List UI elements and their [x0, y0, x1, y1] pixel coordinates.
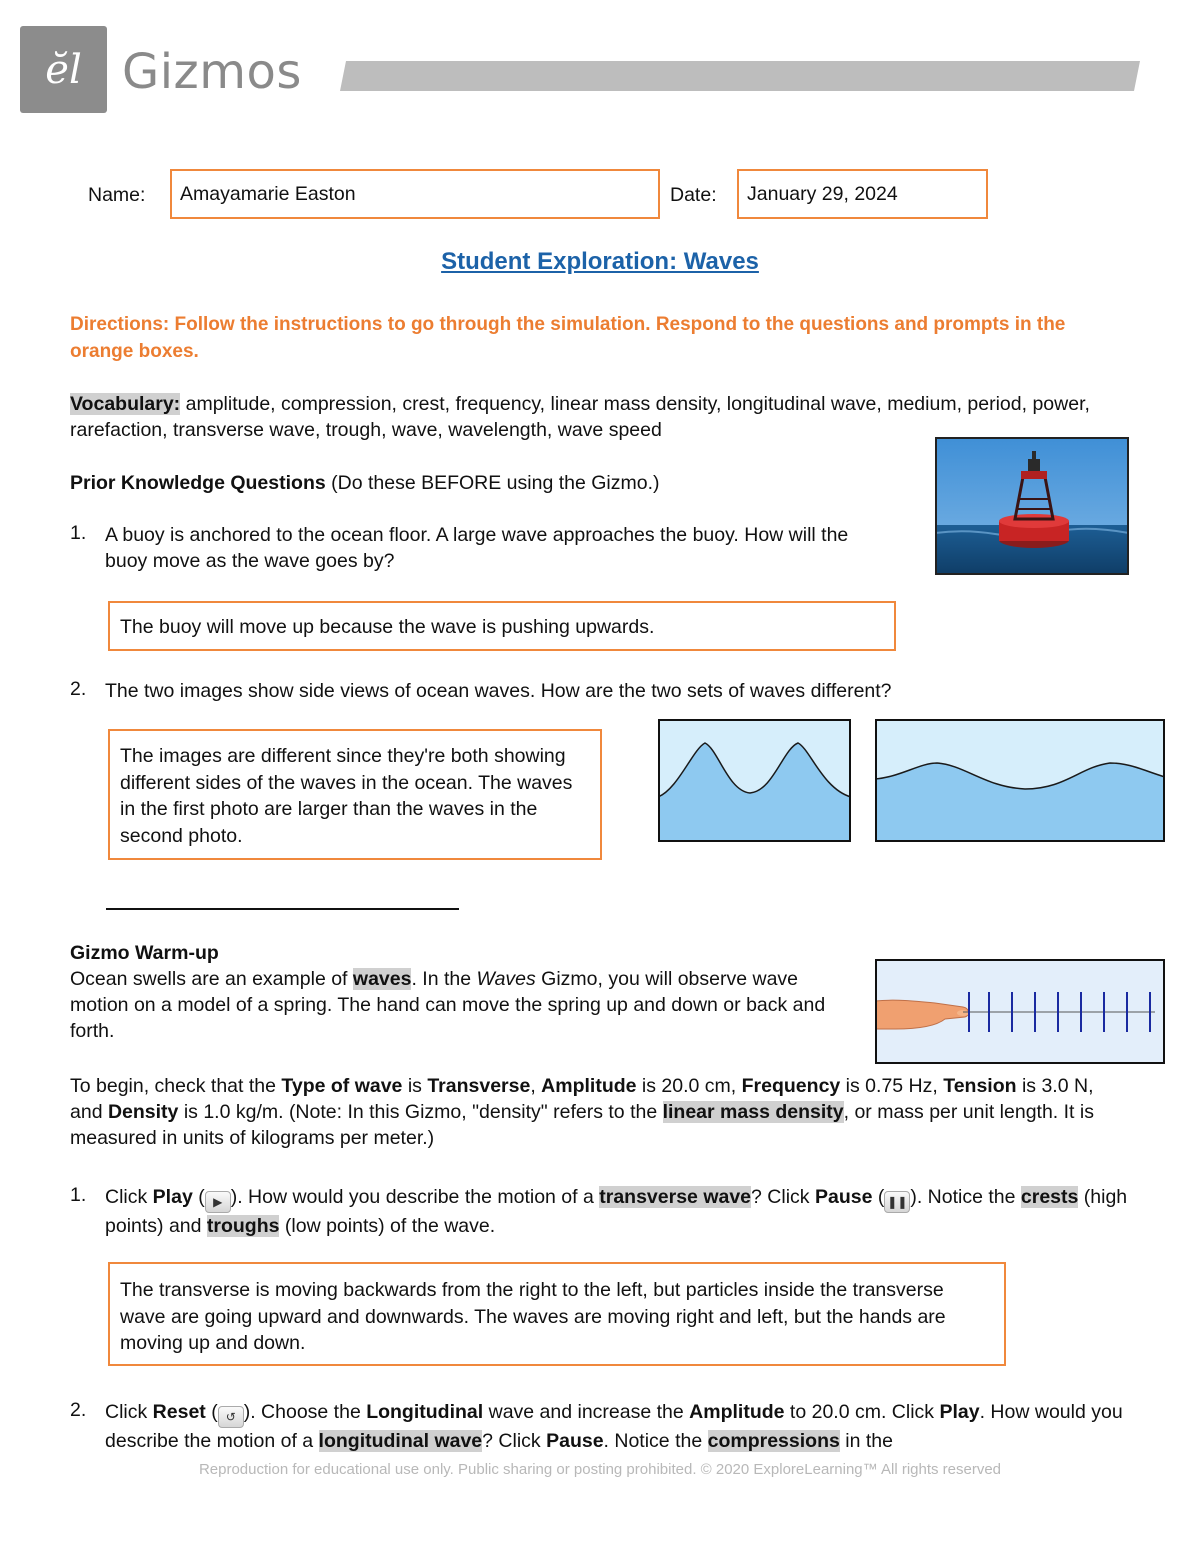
warmup-intro-c: Gizmo, you will observe wave motion on a model of a spring. The hand can move the spring up and down or back and forth. [70, 968, 826, 1042]
warmup-intro-a: Ocean swells are an example of [70, 968, 353, 990]
section-divider [106, 908, 459, 910]
vocab-longitudinal-wave: longitudinal wave [318, 1430, 483, 1452]
prior-q2-answer-box[interactable] [108, 729, 602, 860]
warmup-section [70, 940, 830, 1044]
date-label: Date: [670, 184, 717, 206]
vocab-transverse-wave: transverse wave [599, 1186, 752, 1208]
prior-q1-answer-box[interactable] [108, 601, 896, 651]
prior-q2-number: 2. [70, 678, 87, 700]
name-label: Name: [88, 184, 146, 206]
vocab-crests: crests [1020, 1186, 1079, 1208]
header-banner-stripe [340, 61, 1140, 91]
vocab-troughs: troughs [206, 1215, 280, 1237]
vocabulary [70, 391, 1140, 443]
prior-q1-answer: The buoy will move up because the wave is pushing upwards. [120, 616, 655, 638]
warmup-q1-text: Click Play ( ▶ ). How would you describe the motion of a transverse wave? Click Pause ( ❚❚ ). Notice the crests (high points) and troughs (low points) of the wave. [105, 1186, 1128, 1237]
prior-q1-text: A buoy is anchored to the ocean floor. A large wave approaches the buoy. How will the buoy move as the wave goes by? [105, 524, 849, 572]
gizmos-logo-mark: ĕl [20, 26, 107, 113]
play-icon: ▶ [205, 1191, 231, 1213]
page-title: Student Exploration: Waves [441, 248, 759, 275]
name-field[interactable] [170, 169, 660, 219]
buoy-photo [935, 437, 1129, 575]
prior-q2-text: The two images show side views of ocean waves. How are the two sets of waves different? [105, 680, 892, 702]
tall-waves-image [658, 719, 851, 842]
name-value: Amayamarie Easton [180, 182, 356, 205]
vocabulary-terms: amplitude, compression, crest, frequency, linear mass density, longitudinal wave, medium, period, power, rarefaction, transverse wave, trough, wave, wavelength, wave speed [70, 393, 1090, 441]
warmup-heading: Gizmo Warm-up [70, 942, 219, 964]
warmup-q1-number: 1. [70, 1184, 87, 1206]
warmup-q2-text: Click Reset ( ↺ ). Choose the Longitudinal wave and increase the Amplitude to 20.0 cm. Click Play. How would you describe the motion of a longitudinal wave? Click Pause. Notice the compressions in the [105, 1401, 1123, 1452]
vocab-waves: waves [352, 968, 412, 990]
spring-hand-image [875, 959, 1165, 1064]
warmup-intro-b: . In the [411, 968, 477, 990]
footer-copyright: Reproduction for educational use only. Public sharing or posting prohibited. © 2020 ExploreLearning™ All rights reserved [198, 1461, 1002, 1478]
prior-subheading: (Do these BEFORE using the Gizmo.) [331, 472, 660, 494]
warmup-q2-number: 2. [70, 1399, 87, 1421]
vocab-compressions: compressions [707, 1430, 840, 1452]
prior-heading-bold: Prior Knowledge Questions [70, 472, 326, 494]
gizmos-logo-text: Gizmos [122, 44, 302, 100]
directions-text: Directions: Follow the instructions to go through the simulation. Respond to the questions and prompts in the orange boxes. [70, 314, 1066, 362]
warmup-q1-answer: The transverse is moving backwards from the right to the left, but particles inside the transverse wave are going upward and downwards. The waves are moving right and left, but the hands are moving up and down. [120, 1279, 946, 1354]
prior-knowledge-heading [70, 470, 660, 496]
vocab-linear-mass-density: linear mass density [662, 1101, 844, 1123]
prior-q1-number: 1. [70, 522, 87, 544]
warmup-intro-italic: Waves [476, 968, 536, 990]
pause-icon: ❚❚ [884, 1191, 910, 1213]
date-field[interactable] [737, 169, 988, 219]
warmup-q1-answer-box[interactable] [108, 1262, 1006, 1366]
prior-q2-answer: The images are different since they're both showing different sides of the waves in the ocean. The waves in the first photo are larger than the waves in the second photo. [120, 745, 573, 847]
vocabulary-label: Vocabulary: [70, 393, 181, 415]
warmup-begin-text: To begin, check that the Type of wave is Transverse, Amplitude is 20.0 cm, Frequency is 0.75 Hz, Tension is 3.0 N, and Density is 1.0 kg/m. (Note: In this Gizmo, "density" refers to the linear mass density, or mass per unit length. It is measured in units of kilograms per meter.) [70, 1075, 1094, 1149]
date-value: January 29, 2024 [747, 182, 898, 205]
flat-waves-image [875, 719, 1165, 842]
reset-icon: ↺ [218, 1406, 244, 1428]
